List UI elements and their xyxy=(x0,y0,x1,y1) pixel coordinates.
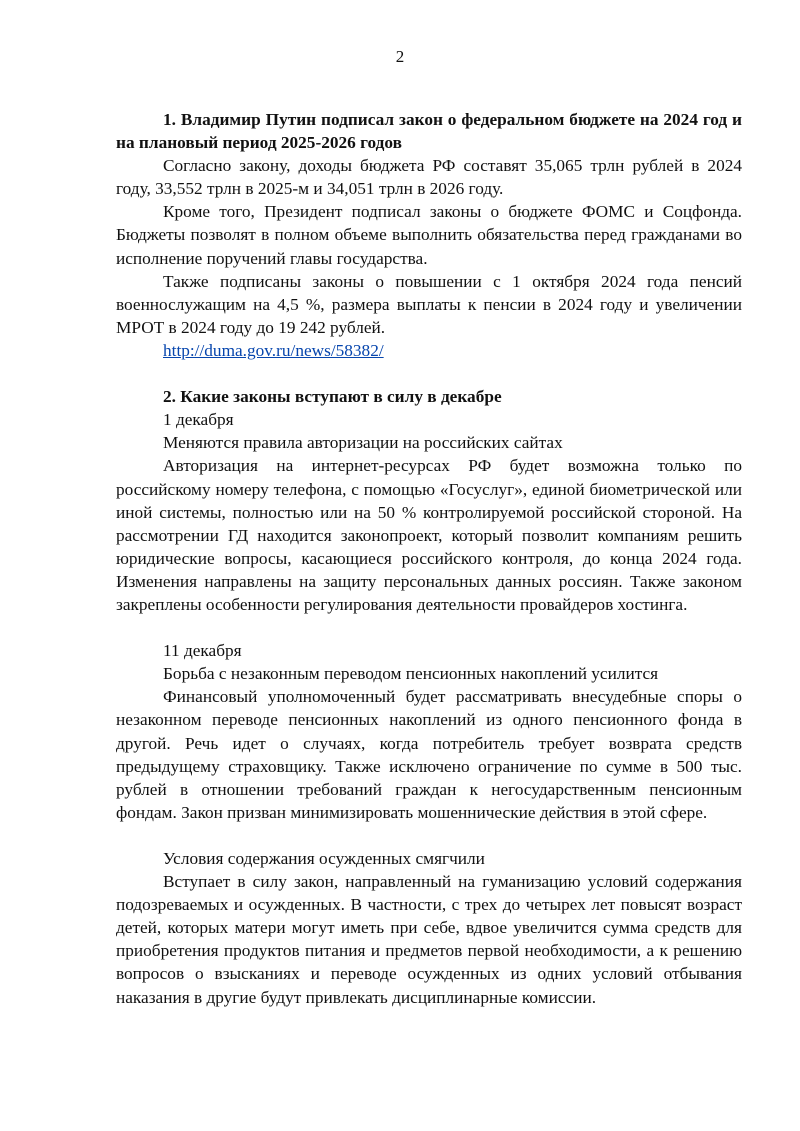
block-date: 1 декабря xyxy=(163,410,234,430)
block-heading: Меняются правила авторизации на российских сайтах xyxy=(163,433,563,453)
block-date: 11 декабря xyxy=(163,641,242,661)
section-1-title: 1. Владимир Путин подписал закон о федеральном бюджете на 2024 год и на плановый период 2025-2026 годов xyxy=(116,110,742,153)
section-1-paragraph: Согласно закону, доходы бюджета РФ составят 35,065 трлн рублей в 2024 году, 33,552 трлн в 2025-м и 34,051 трлн в 2026 году. xyxy=(116,156,742,199)
section-1-paragraph: Кроме того, Президент подписал законы о бюджете ФОМС и Соцфонда. Бюджеты позволят в полном объеме выполнить обязательства перед гражданами во исполнение поручений главы государства. xyxy=(116,202,742,268)
block-text: Авторизация на интернет-ресурсах РФ будет возможна только по российскому номеру телефона, с помощью «Госуслуг», единой биометрической или иной системы, полностью или на 50 % контролируемой российской стороной. На рассмотрении ГД находится законопроект, который позволит компаниям решить юридические вопросы, касающиеся российского контроля, до конца 2024 года. Изменения направлены на защиту персональных данных россиян. Также законом закреплены особенности регулирования деятельности провайдеров хостинга. xyxy=(116,456,742,614)
block-heading: Борьба с незаконным переводом пенсионных накоплений усилится xyxy=(163,664,659,684)
section-1-paragraph: Также подписаны законы о повышении с 1 октября 2024 года пенсий военнослужащим на 4,5 %, размера выплаты к пенсии в 2024 году и увеличении МРОТ в 2024 году до 19 242 рублей. xyxy=(116,271,742,337)
spacer xyxy=(116,616,742,639)
spacer xyxy=(116,824,742,847)
block-text: Финансовый уполномоченный будет рассматривать внесудебные споры о незаконном переводе пенсионных накоплений из одного пенсионного фонда в другой. Речь идет о случаях, когда потребитель требует возврата средств предыдущему страховщику. Также исключено ограничение по сумме в 500 тыс. рублей в отношении требований граждан к негосударственным пенсионным фондам. Закон призван минимизировать мошеннические действия в этой сфере. xyxy=(116,687,742,822)
block-heading: Условия содержания осужденных смягчили xyxy=(163,849,485,868)
page-number: 2 xyxy=(395,47,405,66)
document-body xyxy=(116,108,742,1009)
spacer xyxy=(116,362,742,385)
source-link[interactable]: http://duma.gov.ru/news/58382/ xyxy=(163,340,384,360)
block-text: Вступает в силу закон, направленный на гуманизацию условий содержания подозреваемых и осужденных. В частности, с трех до четырех лет повысят возраст детей, которых матери могут иметь при себе, вдвое увеличится сумма средств для приобретения продуктов питания и предметов первой необходимости, а к решению вопросов о взысканиях и переводе осужденных из одних условий отбывания наказания в другие будут привлекать дисциплинарные комиссии. xyxy=(116,872,742,1007)
section-2-title: 2. Какие законы вступают в силу в декабре xyxy=(163,387,502,407)
